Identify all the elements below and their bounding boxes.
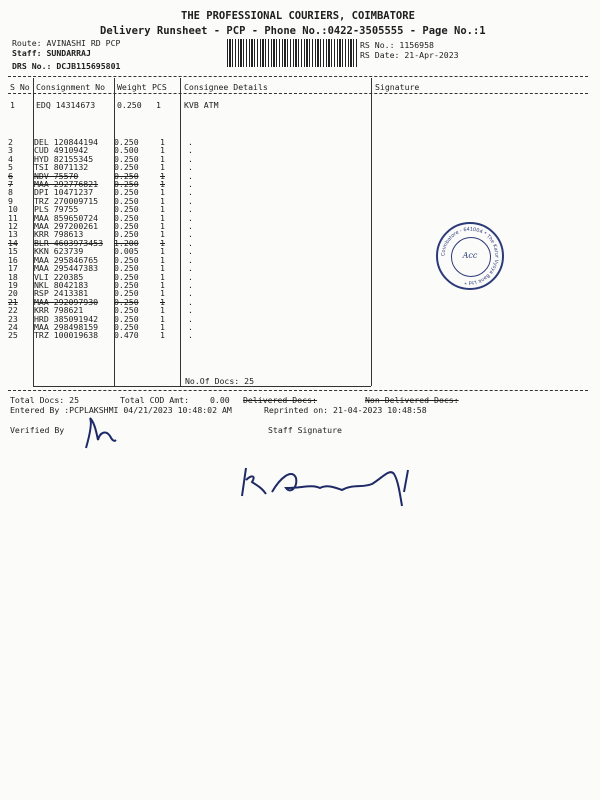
row-consignment: MAA 295846765 <box>34 254 99 265</box>
row-pcs: 1 <box>160 263 165 274</box>
row-consignee: . <box>188 170 193 181</box>
row-pcs: 1 <box>160 212 165 223</box>
row-consignee: . <box>188 330 193 341</box>
row-weight: 0.250 <box>114 212 139 223</box>
rs-date: RS Date: 21-Apr-2023 <box>360 50 459 60</box>
row-pcs: 1 <box>160 137 165 147</box>
row-consignee: . <box>188 271 193 282</box>
col-header-weight: Weight <box>117 82 147 92</box>
row-sno: 25 <box>8 330 18 341</box>
row-consignee: . <box>188 221 193 232</box>
non-delivered-docs: Non Delivered Docs: <box>365 395 459 405</box>
row-consignee: . <box>188 321 193 332</box>
row-pcs: 1 <box>160 221 165 232</box>
row-weight: 0.250 <box>114 162 139 173</box>
col-header-sno: S No <box>10 82 30 92</box>
row-consignee: . <box>188 145 193 156</box>
row-1-weight: 0.250 <box>117 100 142 110</box>
row-weight: 0.250 <box>114 204 139 215</box>
row-sno: 4 <box>8 153 13 164</box>
header-rule-bottom <box>8 93 588 94</box>
row-sno: 17 <box>8 263 18 274</box>
row-sno: 2 <box>8 137 13 147</box>
row-consignee: . <box>188 204 193 215</box>
row-weight: 0.250 <box>114 296 139 307</box>
row-sno: 13 <box>8 229 18 240</box>
header-rule-top <box>8 76 588 77</box>
row-pcs: 1 <box>160 305 165 316</box>
col-header-consignee: Consignee Details <box>184 82 268 92</box>
row-consignment: KRR 798613 <box>34 229 84 240</box>
row-weight: 0.250 <box>114 254 139 265</box>
row-sno: 14 <box>8 237 18 248</box>
row-consignee: . <box>188 246 193 257</box>
total-cod-label: Total COD Amt: <box>120 395 190 405</box>
row-sno: 5 <box>8 162 13 173</box>
row-consignment: MAA 297200261 <box>34 221 99 232</box>
row-weight: 0.250 <box>114 305 139 316</box>
row-pcs: 1 <box>160 162 165 173</box>
row-pcs: 1 <box>160 271 165 282</box>
row-consignee: . <box>188 179 193 190</box>
row-1-consignment: EDQ 14314673 <box>36 100 96 110</box>
row-weight: 0.005 <box>114 246 139 257</box>
row-pcs: 1 <box>160 195 165 206</box>
row-consignee: . <box>188 288 193 299</box>
row-weight: 0.250 <box>114 221 139 232</box>
staff-handwritten-signature <box>232 448 432 508</box>
no-of-docs: No.Of Docs: 25 <box>185 376 255 386</box>
staff-label: Staff: SUNDARRAJ <box>12 48 91 58</box>
runsheet-subtitle: Delivery Runsheet - PCP - Phone No.:0422-3505555 - Page No.:1 <box>100 25 486 37</box>
row-sno: 7 <box>8 179 13 190</box>
row-sno: 6 <box>8 170 13 181</box>
bank-seal-stamp <box>436 222 504 290</box>
row-consignee: . <box>188 195 193 206</box>
row-pcs: 1 <box>160 145 165 156</box>
row-pcs: 1 <box>160 237 165 248</box>
total-cod-value: 0.00 <box>210 395 230 405</box>
row-consignment: MAA 292776821 <box>34 179 99 190</box>
row-1-pcs: 1 <box>156 100 161 110</box>
row-pcs: 1 <box>160 330 165 341</box>
drs-number: DRS No.: DCJB115695801 <box>12 61 121 71</box>
consignment-table <box>8 138 218 340</box>
row-weight: 0.250 <box>114 263 139 274</box>
col-header-pcs: PCS <box>152 82 167 92</box>
row-sno: 8 <box>8 187 13 198</box>
row-pcs: 1 <box>160 246 165 257</box>
row-sno: 15 <box>8 246 18 257</box>
row-sno: 10 <box>8 204 18 215</box>
row-consignment: KKN 623739 <box>34 246 84 257</box>
row-weight: 0.250 <box>114 271 139 282</box>
row-consignee: . <box>188 153 193 164</box>
row-consignee: . <box>188 162 193 173</box>
entered-by: Entered By :PCPLAKSHMI 04/21/2023 10:48:02 AM <box>10 405 232 415</box>
row-pcs: 1 <box>160 187 165 198</box>
svg-text:Coimbatore - 641004 * The Karu: Coimbatore - 641004 * The Karur Vysya Bank Ltd * <box>440 226 500 286</box>
row-consignment: NKL 8042183 <box>34 279 89 290</box>
row-sno: 3 <box>8 145 13 156</box>
row-consignment: HYD 82155345 <box>34 153 94 164</box>
verifier-signature <box>80 412 120 452</box>
verified-by-label: Verified By <box>10 425 65 435</box>
row-pcs: 1 <box>160 288 165 299</box>
row-pcs: 1 <box>160 153 165 164</box>
row-pcs: 1 <box>160 179 165 190</box>
row-weight: 1.200 <box>114 237 139 248</box>
row-weight: 0.250 <box>114 313 139 324</box>
row-consignee: . <box>188 237 193 248</box>
row-weight: 0.250 <box>114 179 139 190</box>
footer-rule <box>8 390 588 391</box>
row-consignee: . <box>188 187 193 198</box>
row-pcs: 1 <box>160 279 165 290</box>
row-consignment: TRZ 270009715 <box>34 195 99 206</box>
row-consignee: . <box>188 313 193 324</box>
row-weight: 0.250 <box>114 137 139 147</box>
row-consignment: MAA 295447383 <box>34 263 99 274</box>
row-consignment: DEL 120844194 <box>34 137 99 147</box>
row-pcs: 1 <box>160 296 165 307</box>
barcode <box>227 39 357 67</box>
row-weight: 0.250 <box>114 279 139 290</box>
col-header-consignment: Consignment No <box>36 82 106 92</box>
row-pcs: 1 <box>160 321 165 332</box>
row-weight: 0.250 <box>114 187 139 198</box>
row-sno: 16 <box>8 254 18 265</box>
row-consignment: CUD 4910942 <box>34 145 89 156</box>
row-sno: 18 <box>8 271 18 282</box>
row-consignee: . <box>188 137 193 147</box>
row-consignment: VLI 220385 <box>34 271 84 282</box>
row-1-consignee: KVB ATM <box>184 100 219 110</box>
row-consignee: . <box>188 263 193 274</box>
row-consignee: . <box>188 296 193 307</box>
row-weight: 0.500 <box>114 145 139 156</box>
row-weight: 0.250 <box>114 321 139 332</box>
row-consignment: MAA 298498159 <box>34 321 99 332</box>
row-consignee: . <box>188 305 193 316</box>
table-bottom-rule <box>33 386 371 387</box>
stamp-text: Acc <box>462 251 478 260</box>
row-weight: 0.250 <box>114 229 139 240</box>
row-consignment: MAA 292097930 <box>34 296 99 307</box>
row-consignee: . <box>188 212 193 223</box>
route-label: Route: AVINASHI RD PCP <box>12 38 121 48</box>
row-sno: 19 <box>8 279 18 290</box>
row-pcs: 1 <box>160 204 165 215</box>
delivered-docs: Delivered Docs: <box>243 395 317 405</box>
total-docs: Total Docs: 25 <box>10 395 80 405</box>
row-sno: 20 <box>8 288 18 299</box>
row-consignment: DPI 10471237 <box>34 187 94 198</box>
row-sno: 24 <box>8 321 18 332</box>
row-consignee: . <box>188 279 193 290</box>
row-weight: 0.250 <box>114 288 139 299</box>
row-consignment: HRD 385091942 <box>34 313 99 324</box>
row-weight: 0.250 <box>114 153 139 164</box>
staff-signature-label: Staff Signature <box>268 425 342 435</box>
row-consignment: NDV 75570 <box>34 170 79 181</box>
row-1-sno: 1 <box>10 100 15 110</box>
row-consignment: KRR 798621 <box>34 305 84 316</box>
row-consignment: TSI 8071132 <box>34 162 89 173</box>
row-sno: 23 <box>8 313 18 324</box>
row-consignment: MAA 859650724 <box>34 212 99 223</box>
row-weight: 0.470 <box>114 330 139 341</box>
row-sno: 21 <box>8 296 18 307</box>
row-sno: 12 <box>8 221 18 232</box>
row-sno: 11 <box>8 212 18 223</box>
row-pcs: 1 <box>160 229 165 240</box>
row-consignee: . <box>188 254 193 265</box>
col-divider <box>371 78 372 386</box>
row-weight: 0.250 <box>114 170 139 181</box>
rs-number: RS No.: 1156958 <box>360 40 434 50</box>
reprinted-on: Reprinted on: 21-04-2023 10:48:58 <box>264 405 427 415</box>
row-weight: 0.250 <box>114 195 139 206</box>
row-sno: 22 <box>8 305 18 316</box>
row-pcs: 1 <box>160 170 165 181</box>
company-name: THE PROFESSIONAL COURIERS, COIMBATORE <box>181 10 415 22</box>
row-consignment: BLR 4603973453 <box>34 237 104 248</box>
table-row <box>8 331 218 339</box>
row-sno: 9 <box>8 195 13 206</box>
row-consignee: . <box>188 229 193 240</box>
row-pcs: 1 <box>160 313 165 324</box>
row-consignment: RSP 2413381 <box>34 288 89 299</box>
row-pcs: 1 <box>160 254 165 265</box>
row-consignment: PLS 79755 <box>34 204 79 215</box>
row-consignment: TRZ 100019638 <box>34 330 99 341</box>
col-header-signature: Signature <box>375 82 420 92</box>
